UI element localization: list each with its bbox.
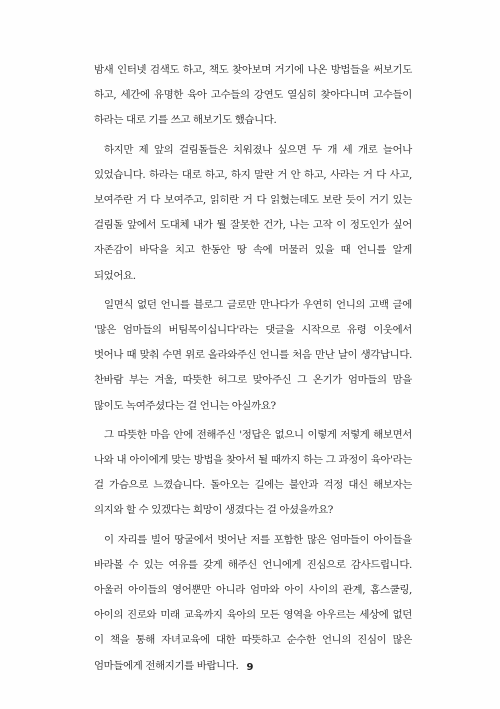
body-text: [94, 58, 412, 683]
paragraph-2: 하지만 제 앞의 걸림돌들은 치워졌나 싶으면 두 개 세 개로 늘어나 있었습니다. 하라는 대로 하고, 하지 말란 거 안 하고, 사라는 거 다 사고, 보여주란 거 다 보여주고, 읽히란 거 다 읽혔는데도 보란 듯이 거기 있는 걸림돌 앞에서 도대체 내가 뭘 잘못한 건가, 나는 고작 이 정도인가 싶어 자존감이 바닥을 치고 한동안 땅 속에 머물러 있을 때 언니를 알게 되었어요.: [94, 143, 412, 282]
paragraph-5: 이 자리를 빌어 땅굴에서 벗어난 저를 포함한 많은 엄마들이 아이들을 바라볼 수 있는 여유를 갖게 해주신 언니에게 진심으로 감사드립니다. 아울러 아이들의 영어뿐만 아니라 엄마와 아이 사이의 관계, 홈스쿨링, 아이의 진로와 미래 교육까지 육아의 모든 영역을 아우르는 세상에 없던 이 책을 통해 자녀교육에 대한 따뜻하고 순수한 언니의 진심이 많은 엄마들에게 전해지기를 바랍니다.: [94, 533, 412, 672]
page-number: 9: [246, 662, 254, 673]
paragraph-1: 밤새 인터넷 검색도 하고, 책도 찾아보며 거기에 나온 방법들을 써보기도 하고, 세간에 유명한 육아 고수들의 강연도 열심히 찾아다니며 고수들이 하라는 대로 기를 쓰고 해보기도 했습니다.: [94, 64, 412, 127]
paragraph-3: 일면식 없던 언니를 블로그 글로만 만나다가 우연히 언니의 고백 글에 '많은 엄마들의 버팀목이십니다'라는 댓글을 시작으로 유령 이웃에서 벗어나 때 맞춰 수면 위로 올라와주신 언니를 처음 만난 날이 생각납니다. 찬바람 부는 겨울, 따뜻한 허그로 맞아주신 그 온기가 엄마들의 맘을 많이도 녹여주셨다는 걸 언니는 아실까요?: [94, 298, 412, 412]
paragraph-4: 그 따뜻한 마음 안에 전해주신 '정답은 없으니 이렇게 저렇게 해보면서 나와 내 아이에게 맞는 방법을 찾아서 될 때까지 하는 그 과정이 육아'라는 걸 가슴으로 느꼈습니다. 돌아오는 길에는 불안과 걱정 대신 해보자는 의지와 할 수 있겠다는 희망이 생겼다는 걸 아셨을까요?: [94, 428, 412, 517]
